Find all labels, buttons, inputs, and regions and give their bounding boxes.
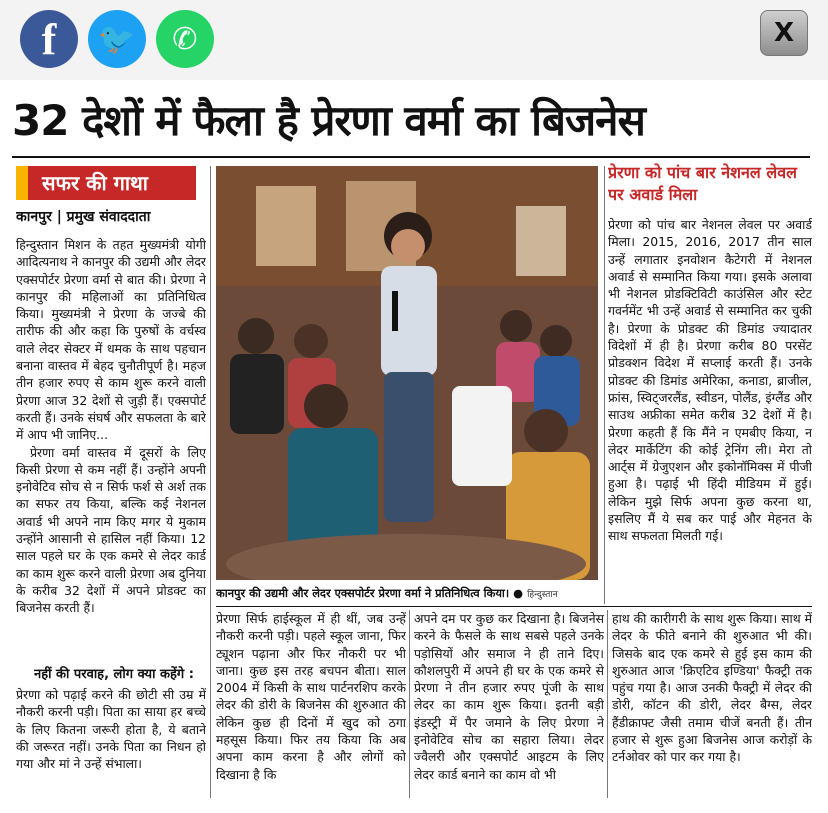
close-icon: X [773, 18, 795, 48]
article-column-4: प्रेरणा को पांच बार नेशनल लेवल पर अवार्ड मिला। 2015, 2016, 2017 तीन साल उन्हें लगातार इनवोशन कैटेगरी में नेशनल अवार्ड से सम्मानित किया गया। इसके अलावा भी नेशनल प्रोडक्टिविटी काउंसिल और स्टेट गवर्नमेंट भी उन्हें अवार्ड से सम्मानित कर चुकी है। प्रेरणा के प्रोडक्ट की डिमांड ज्यादातर विदेशों में ही है। प्रेरणा करीब 80 परसेंट प्रोडक्शन विदेश में सप्लाई करती हैं। उनके प्रोडक्ट की डिमांड अमेरिका, कनाडा, ब्राजील, फ्रांस, स्विट्जरलैंड, स्वीडन, पोलैंड, इंग्लैंड और साउथ अफ्रीका समेत करीब 32 देशों में है। प्रेरणा कहती हैं कि मैंने न एमबीए किया, न लेदर मार्केटिंग की कोई ट्रेनिंग ली। मेरा तो आर्ट्स में ग्रेजुएशन और इकोनॉमिक्स में पीजी हुआ है। पढ़ाई भी हिंदी मीडियम में हुई। लेकिन मुझे सिर्फ अपना कुछ करना था, इसलिए मैं ये सब कर पाई और मेहनत के साथ सफलता मिलती गई। [608, 217, 812, 544]
section-kicker: सफर की गाथा [16, 166, 196, 200]
article-column-1 [16, 236, 206, 662]
kicker-accent-bar [16, 166, 28, 200]
twitter-share-button[interactable] [88, 10, 146, 68]
photo-caption-text: कानपुर की उद्यमी और लेदर एक्सपोर्टर प्रेरणा वर्मा ने प्रतिनिधित्व किया। ● [216, 586, 524, 600]
article-column-1-continued: प्रेरणा को पढ़ाई करने की छोटी सी उम्र में नौकरी करनी पड़ी। पिता का साया हर बच्चे के लिए कितना जरूरी होता है, ये बताने की जरूरत नहीं। उनके पिता का निधन हो गया और मां ने उन्हें संभाला। [16, 687, 206, 772]
headline-divider [12, 156, 810, 158]
twitter-icon: 🐦 [98, 21, 136, 57]
share-toolbar [0, 0, 828, 80]
body-paragraph: प्रेरणा वर्मा वास्तव में दूसरों के लिए किसी प्रेरणा से कम नहीं हैं। उन्होंने अपनी इनोवेटिव सोच से न सिर्फ फर्श से अर्श तक का सफर तय किया, बल्कि कई नेशनल अवार्ड भी अपने नाम किए मगर ये मुकाम उन्होंने आसानी से हासिल नहीं किया। 12 साल पहले घर के एक कमरे से लेदर कार्ड का काम शुरू करने वाली प्रेरणा अब दुनिया के करीब 32 देशों में अपने प्रोडक्ट का बिजनेस करती हैं। [16, 444, 206, 616]
article-column-2: प्रेरणा सिर्फ हाईस्कूल में ही थीं, जब उन्हें नौकरी करनी पड़ी। पहले स्कूल जाना, फिर ट्यूशन पढ़ाना और फिर नौकरी पर भी जाना। कुछ इस तरह बचपन बीता। साल 2004 में किसी के साथ पार्टनरशिप करके लेदर की डोरी के बिजनेस की शुरुआत की लेकिन कुछ ही दिनों में खुद को ठगा महसूस किया। फिर तय किया कि अब अपना काम करना है और लोगों को दिखाना है कि [216, 611, 406, 782]
column-divider [409, 610, 410, 798]
column-divider [210, 166, 211, 798]
sidebar-headline: प्रेरणा को पांच बार नेशनल लेवल पर अवार्ड मिला [608, 163, 797, 204]
article-headline: 32 देशों में फैला है प्रेरणा वर्मा का बिजनेस [12, 96, 645, 145]
column-divider [604, 166, 605, 604]
article-photo [216, 166, 598, 580]
whatsapp-share-button[interactable] [156, 10, 214, 68]
column-subhead: नहीं की परवाह, लोग क्या कहेंगे : [34, 667, 194, 682]
facebook-share-button[interactable] [20, 10, 78, 68]
dateline: कानपुर | प्रमुख संवाददाता [16, 209, 151, 225]
close-button[interactable] [760, 10, 808, 56]
column-divider [607, 610, 608, 798]
article-column-3: अपने दम पर कुछ कर दिखाना है। बिजनेस करने के फैसले के साथ सबसे पहले उनके पड़ोसियों और समाज ने ही ताने दिए। कौशलपुरी में अपने ही घर के एक कमरे से प्रेरणा ने तीन हजार रुपए पूंजी के साथ लेदर का काम शुरू किया। इतनी बड़ी इंडस्ट्री में पैर जमाने के लिए प्रेरणा ने इनोवेटिव सोच का सहारा लिया। लेदर ज्वैलरी और एक्सपोर्ट आइटम के लिए लेदर कार्ड बनाने का काम वो भी [414, 611, 604, 782]
photo-caption [216, 582, 598, 604]
photo-credit: हिन्दुस्तान [527, 590, 558, 600]
facebook-icon: f [41, 14, 57, 64]
event-photo-illustration [216, 166, 598, 580]
whatsapp-icon: ✆ [172, 21, 198, 57]
article-column-5: हाथ की कारीगरी के साथ शुरू किया। साथ में लेदर के फीते बनाने की शुरुआत भी की। जिसके बाद एक कमरे से हुई इस काम की शुरुआत आज 'क्रिएटिव इण्डिया' फैक्ट्री तक पहुंच गया है। आज उनकी फैक्ट्री में लेदर की डोरी, कॉटन की डोरी, लेदर बैग्स, लेदर हैंडीक्राफ्ट जैसी तमाम चीजें बनती हैं। तीन हजार से शुरू हुआ बिजनेस आज करोड़ों के टर्नओवर को पार कर गया है। [612, 611, 812, 765]
lower-section-divider [216, 606, 812, 607]
intro-paragraph: हिन्दुस्तान मिशन के तहत मुख्यमंत्री योगी आदित्यनाथ ने कानपुर की उद्यमी और लेदर एक्सपोर्टर प्रेरणा वर्मा से बात की। प्रेरणा ने कानपुर की महिलाओं का प्रतिनिधित्व किया। मुख्यमंत्री ने प्रेरणा के जज्बे की तारीफ की और कहा कि पुरुषों के वर्चस्व वाले लेदर सेक्टर में धमक के साथ पहचान बनाना वास्तव में बेहद चुनौतीपूर्ण है। महज तीन हजार रुपए से काम शुरू करने वाली प्रेरणा आज 32 देशों से जुड़ी हैं। एक्सपोर्ट करती हैं। उनके संघर्ष और सफलता के बारे में आप भी जानिए... [16, 237, 206, 443]
